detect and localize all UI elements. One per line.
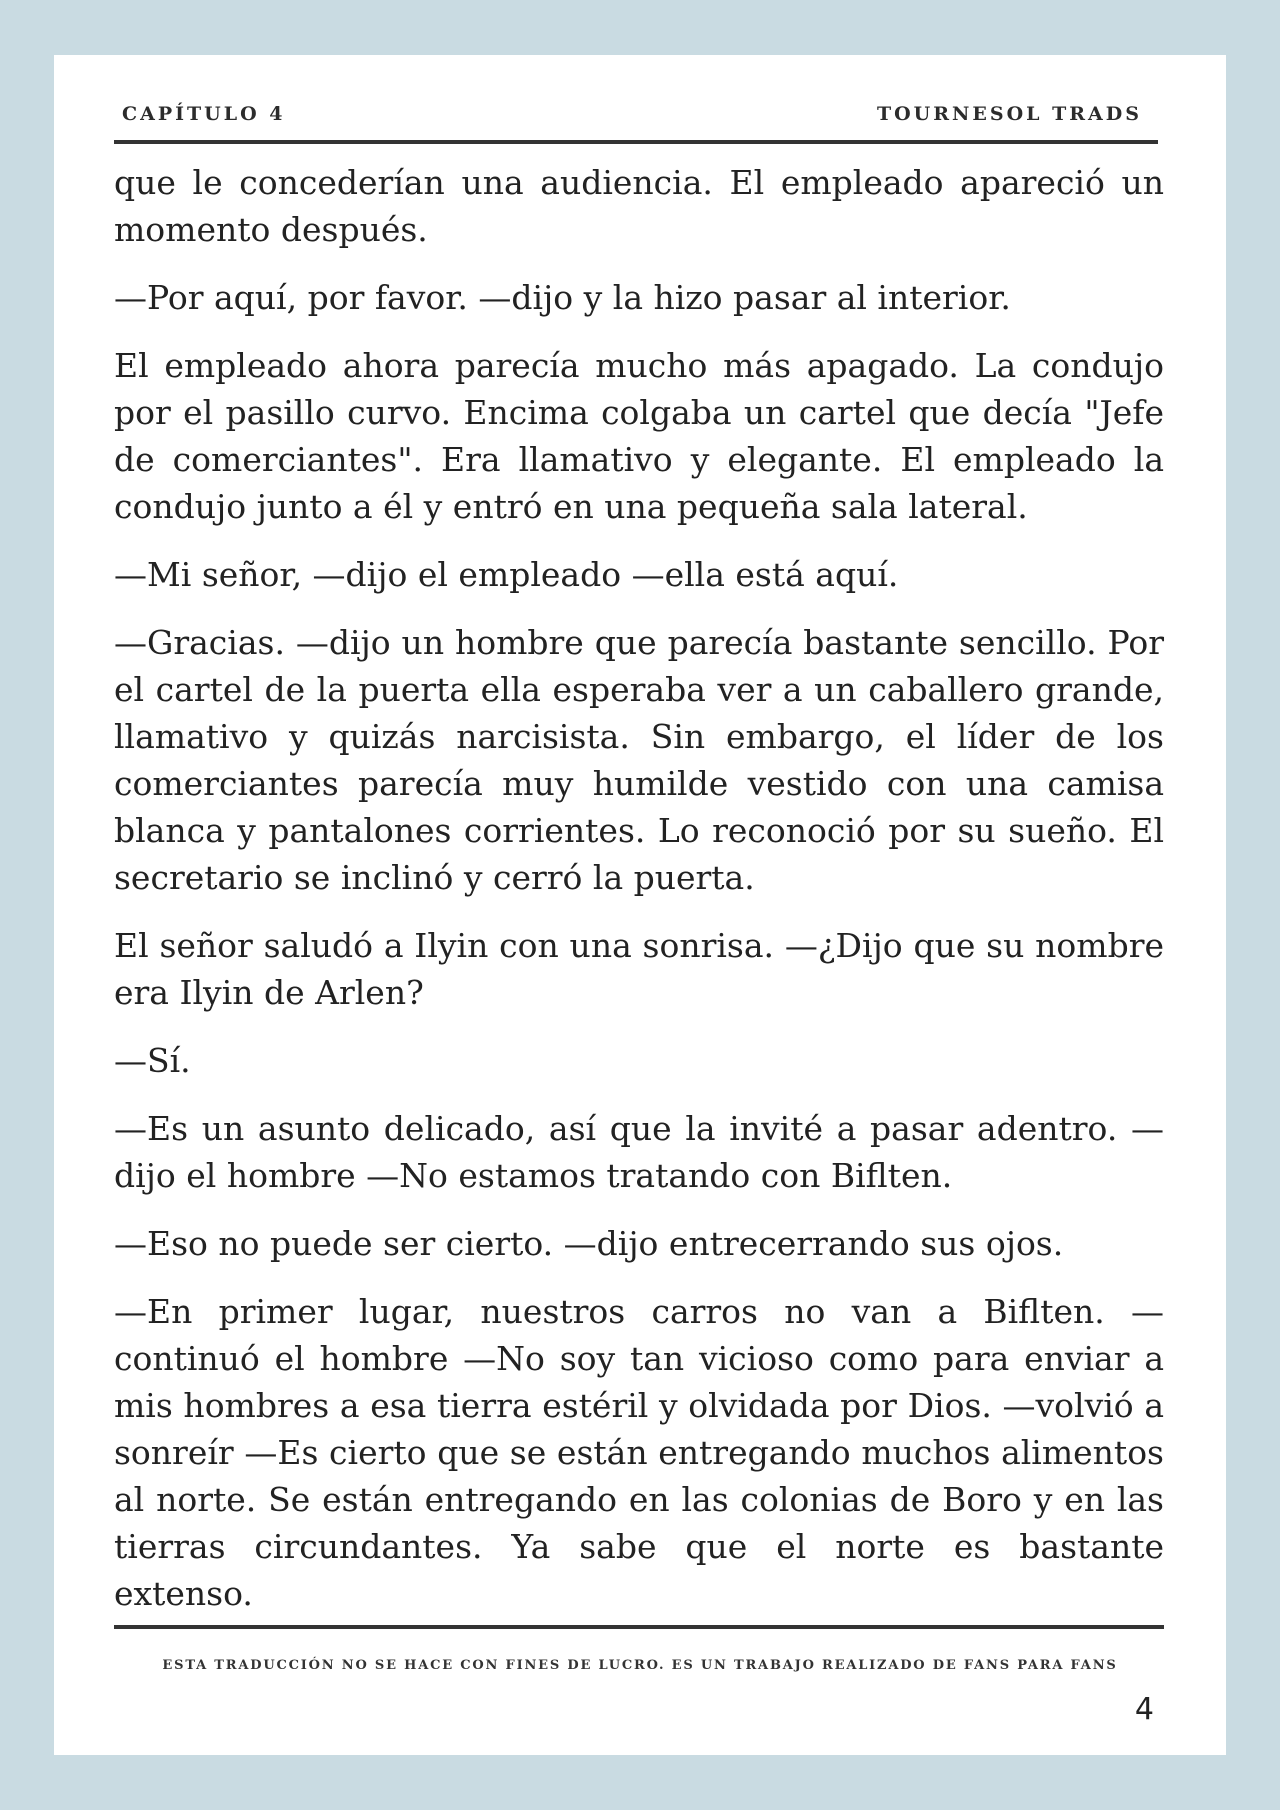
page-number: 4 <box>1134 1692 1154 1727</box>
document-page <box>54 55 1226 1755</box>
paragraph: El señor saludó a Ilyin con una sonrisa. —¿Dijo que su nombre era Ilyin de Arlen? <box>114 926 1164 1012</box>
paragraph: —Por aquí, por favor. —dijo y la hizo pasar al interior. <box>114 278 1011 317</box>
footer-divider <box>114 1625 1164 1629</box>
page-header <box>114 103 1154 135</box>
paragraph: que le concederían una audiencia. El empleado apareció un momento después. <box>114 163 1164 249</box>
paragraph: —Eso no puede ser cierto. —dijo entrecerrando sus ojos. <box>114 1224 1064 1263</box>
paragraph: —Sí. <box>114 1041 191 1080</box>
translator-brand: TOURNESOL TRADS <box>876 103 1142 125</box>
footer-disclaimer: ESTA TRADUCCIÓN NO SE HACE CON FINES DE LUCRO. ES UN TRABAJO REALIZADO DE FANS PARA FANS <box>162 1658 1118 1673</box>
paragraph: —Gracias. —dijo un hombre que parecía bastante sencillo. Por el cartel de la puerta ella esperaba ver a un caballero grande, llamativo y quizás narcisista. Sin embargo, el líder de los comerciantes parecía muy humilde vestido con una camisa blanca y pantalones corrientes. Lo reconoció por su sueño. El secretario se inclinó y cerró la puerta. <box>114 623 1164 897</box>
paragraph: El empleado ahora parecía mucho más apagado. La condujo por el pasillo curvo. Encima colgaba un cartel que decía "Jefe de comerciantes". Era llamativo y elegante. El empleado la condujo junto a él y entró en una pequeña sala lateral. <box>114 346 1164 526</box>
paragraph: —En primer lugar, nuestros carros no van a Biflten. —continuó el hombre —No soy tan vicioso como para enviar a mis hombres a esa tierra estéril y olvidada por Dios. —volvió a sonreír —Es cierto que se están entregando muchos alimentos al norte. Se están entregando en las colonias de Boro y en las tierras circundantes. Ya sabe que el norte es bastante extenso. <box>114 1292 1164 1613</box>
chapter-title: CAPÍTULO 4 <box>122 103 286 125</box>
paragraph: —Mi señor, —dijo el empleado —ella está aquí. <box>114 555 899 594</box>
paragraph: —Es un asunto delicado, así que la invité a pasar adentro. —dijo el hombre —No estamos tratando con Biflten. <box>114 1109 1164 1195</box>
page-body <box>114 159 1164 1638</box>
header-divider <box>114 140 1158 144</box>
